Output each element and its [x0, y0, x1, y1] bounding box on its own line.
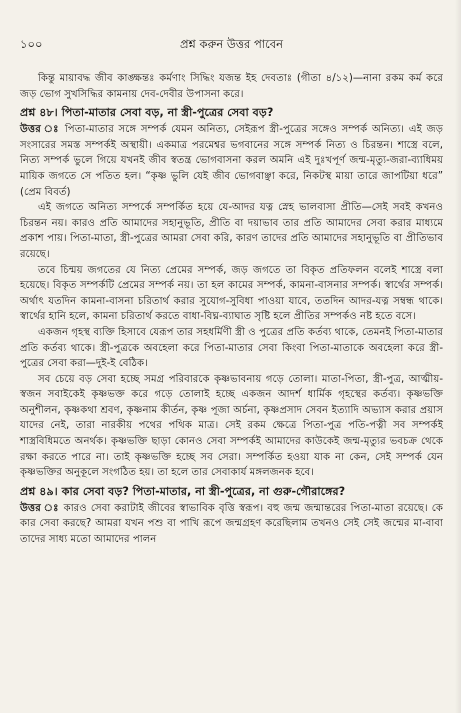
question-heading: [20, 104, 443, 121]
paragraph-text: সব চেয়ে বড় সেবা হচ্ছে সমগ্র পরিবারকে কৃষ্ণভাবনায় গড়ে তোলা। মাতা-পিতা, স্ত্রী-পুত্র, আত্মীয়-স্বজন সবাইকেই কৃষ্ণভক্ত করে গড়ে তোলাই হচ্ছে একজন আদর্শ ধার্মিক গৃহস্থের কর্তব্য। কৃষ্ণভক্তি অনুশীলন, কৃষ্ণকথা শ্রবণ, কৃষ্ণনাম কীর্তন, কৃষ্ণ পূজা অর্চনা, কৃষ্ণপ্রসাদ সেবন ইত্যাদি অভ্যাস করার প্রয়াস যাদের নেই, তারা নারকীয় পথের পথিক মাত্র। সেই রকম ক্ষেত্রে পিতা-পুত্র পতি-পত্নী সব সম্পর্কই শাস্ত্রবিধিমতে অনর্থক। কৃষ্ণভক্তি ছাড়া কোনও সেবা সম্পর্কই আমাদের কাউকেই জন্ম-মৃত্যুর ভবচক্র থেকে রক্ষা করতে পারে না। তাই কৃষ্ণভক্তি হচ্ছে সব সেরা। সম্পর্কিত হওয়া যাক না কেন, সেই সম্পর্ক যেন কৃষ্ণভক্তির অনুকূলে সংগঠিত হয়। তা হলে তার সেবাকার্য মঙ্গলজনক হবে।: [20, 373, 443, 479]
paragraph: [20, 372, 443, 481]
answer-paragraph: [20, 501, 443, 548]
question-label: প্রশ্ন ৪৮।: [20, 106, 58, 120]
page-body: [20, 71, 443, 548]
paragraph: [20, 71, 443, 102]
answer-label: উত্তর ঃ: [20, 502, 60, 514]
paragraph: [20, 200, 443, 262]
running-title: প্রশ্ন করুন উত্তর পাবেন: [179, 37, 284, 51]
page-header: [20, 36, 443, 55]
answer-text: পিতা-মাতার সঙ্গে সম্পর্ক যেমন অনিত্য, সেইরূপ স্ত্রী-পুত্রের সঙ্গেও সম্পর্ক অনিত্য। এই জড় সংসারের সমস্ত সম্পর্কই অস্থায়ী। একমাত্র পরমেশ্বর ভগবানের সঙ্গে সম্পর্ক নিত্য ও চিরন্তন। শাস্ত্রে বলে, নিত্য সম্পর্ক ভুলে গিয়ে যখনই জীব স্বতন্ত্র ভোগবাসনা করল অমনি এই দুঃখপূর্ণ জন্ম-মৃত্যু-জরা-ব্যাধিময় মায়িক জগতে সে পতিত হল। “কৃষ্ণ ভুলি যেই জীব ভোগবাঞ্ছা করে, নিকটস্থ মায়া তারে জাপটিয়া ধরে” (প্রেম বিবর্ত): [20, 124, 443, 198]
paragraph-text: তবে চিন্ময় জগতের যে নিত্য প্রেমের সম্পর্ক, জড় জগতে তা বিকৃত প্রতিফলন বলেই শাস্ত্রে বলা হয়েছে। বিকৃত সম্পর্কটি প্রেমের সম্পর্ক নয়। তা হল কামের সম্পর্ক, কামনা-বাসনার সম্পর্ক। স্বার্থের সম্পর্ক। অর্থাৎ যতদিন কামনা-বাসনা চরিতার্থ করার সুযোগ-সুবিধা পাওয়া যাবে, ততদিন আদর-যত্ন সম্বন্ধ থাকে। স্বার্থের হানি হলে, কামনা চরিতার্থ করতে বাধা-বিঘ্ন-ব্যাঘাত সৃষ্টি হলে প্রীতির সম্পর্কও নষ্ট হতে বসে।: [20, 264, 443, 323]
paragraph-text: এই জগতে অনিত্য সম্পর্কে সম্পর্কিত হয়ে যে-আদর যত্ন স্নেহ ভালবাসা প্রীতি—সেই সবই কখনও চিরন্তন নয়। কারও প্রতি আমাদের সহানুভূতি, প্রীতি বা দয়াভাব তার প্রতি আমাদের সেবা করার মাধ্যমে প্রকাশ পায়। পিতা-মাতা, স্ত্রী-পুত্রের আমরা সেবা করি, কারণ তাদের প্রতি আমাদের সহানুভূতি বা প্রীতিভাব রয়েছে।: [20, 202, 443, 260]
answer-text: কারও সেবা করাটাই জীবের স্বাভাবিক বৃত্তি স্বরূপ। বহু জন্ম জন্মান্তরের পিতা-মাতা রয়েছে। কে কার সেবা করছে? আমরা যখন পশু বা পাখি রূপে জন্মগ্রহণ করেছিলাম তখনও সেই সেই জন্মের মা-বাবা তাদের সাধ্য মতো আমাদের পালন: [20, 502, 443, 546]
paragraph: [20, 263, 443, 325]
paragraph: [20, 325, 443, 372]
page-number: ১০০: [20, 37, 43, 51]
question-label: প্রশ্ন ৪৯।: [20, 484, 58, 498]
question-text: পিতা-মাতার সেবা বড়, না স্ত্রী-পুত্রের সেবা বড়?: [61, 106, 274, 120]
answer-label: উত্তর ঃ: [20, 124, 61, 136]
paragraph-text: একজন গৃহস্থ ব্যক্তি হিসাবে যেরূপ তার সহধর্মিণী স্ত্রী ও পুত্রের প্রতি কর্তব্য থাকে, তেমনই পিতা-মাতার প্রতি কর্তব্য থাকে। স্ত্রী-পুত্রকে অবহেলা করে পিতা-মাতার সেবা কিংবা পিতা-মাতাকে অবহেলা করে স্ত্রী-পুত্রের সেবা করা—দুই-ই বেঠিক।: [20, 326, 443, 370]
paragraph-text: কিন্তু মায়াবদ্ধ জীব কাঙ্ক্ষন্তঃ কর্মণাং সিদ্ধিং যজন্ত ইহ দেবতাঃ (গীতা ৪/১২)—নানা রকম কর্ম করে জড় ভোগ সুখসিদ্ধির কামনায় দেব-দেবীর উপাসনা করে।: [20, 73, 443, 100]
question-text: কার সেবা বড়? পিতা-মাতার, না স্ত্রী-পুত্রের, না গুরু-গৌরাঙ্গের?: [61, 484, 346, 498]
answer-paragraph: [20, 122, 443, 200]
question-heading: [20, 483, 443, 500]
